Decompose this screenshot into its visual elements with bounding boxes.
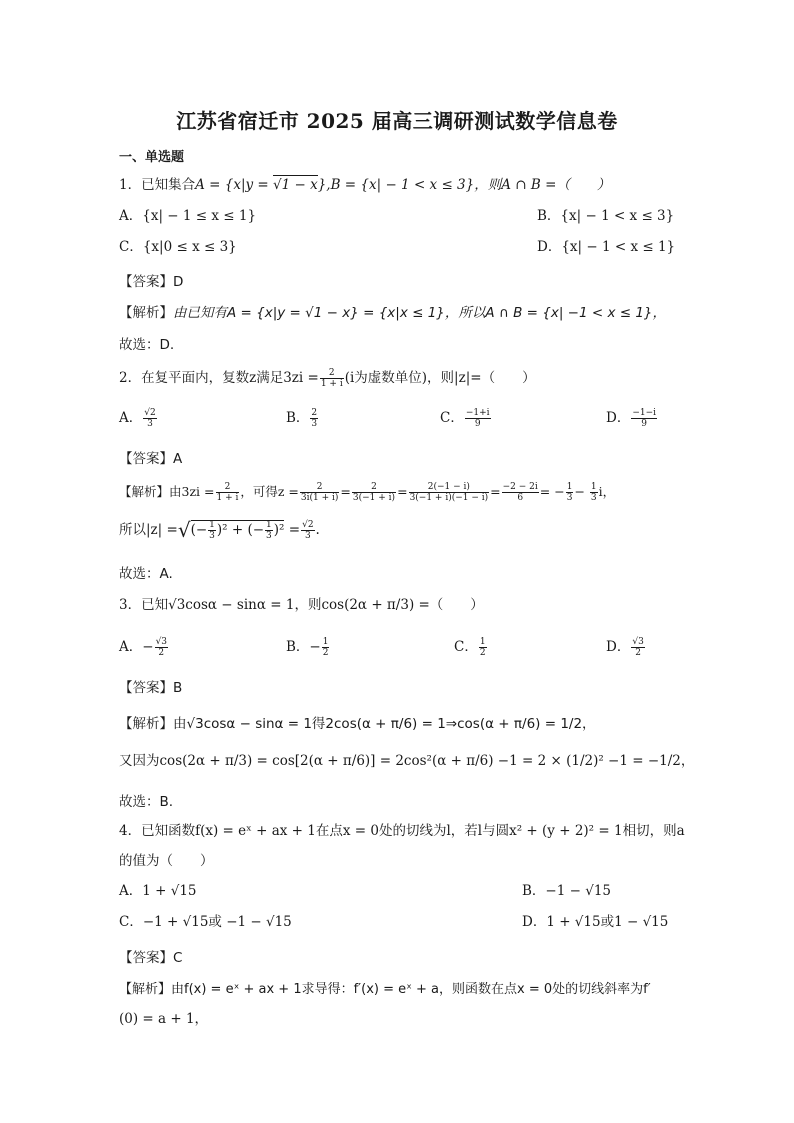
q1-answer-value: D — [173, 274, 184, 290]
q2-line2-c: )² + (− — [216, 522, 265, 538]
q3-answer — [119, 676, 182, 696]
q4-answer — [119, 946, 182, 966]
analysis-tag: 【解析】 — [119, 484, 170, 499]
section-heading: 一、单选题 — [119, 150, 185, 165]
analysis-tag: 【解析】 — [119, 305, 173, 321]
answer-tag: 【答案】 — [119, 274, 173, 290]
q2-optD-num: −1−i — [632, 408, 657, 418]
q3-option-d — [606, 637, 646, 658]
q1-option-b: B．{x| − 1 < x ≤ 3} — [537, 208, 675, 224]
q3-analysis-text: 由√3cosα − sinα = 1得2cos(α + π/6) = 1⇒cos(α + π/6) = 1/2， — [173, 716, 596, 732]
q3-analysis-line2: 又因为cos(2α + π/3) = cos[2(α + π/6)] = 2cos²(α + π/6) −1 = 2 × (1/2)² −1 = −1/2， — [119, 753, 695, 769]
q3-optC-label: C． — [454, 639, 478, 655]
q2-analysis-line2: 所以|z| =√(− $\frac{1}{3}$ )² + (− $\frac{1}{3}$ )² = $\frac{√2}{3}$ . — [119, 518, 320, 542]
q3-optD-num: √3 — [632, 637, 644, 647]
answer-tag: 【答案】 — [119, 950, 173, 966]
q4-option-a: A．1 + √15 — [119, 883, 197, 899]
q3-optB-label: B．− — [286, 639, 321, 655]
q2-option-d — [606, 408, 658, 429]
q4-analysis — [119, 978, 651, 997]
q4-analysis-line1: 由f(x) = eˣ + ax + 1求导得：f′(x) = eˣ + a，则函数在点x = 0处的切线斜率为f′ — [171, 982, 651, 997]
q1-option-d: D．{x| − 1 < x ≤ 1} — [537, 239, 676, 255]
answer-tag: 【答案】 — [119, 451, 173, 467]
q2-answer — [119, 447, 182, 467]
q2-analysis-eq: = − — [539, 484, 565, 499]
q2-conclusion: 故选：A. — [119, 566, 173, 582]
q2-frac-num: 2 — [320, 368, 344, 379]
page-title: 江苏省宿迁市 2025 届高三调研测试数学信息卷 — [176, 109, 618, 133]
q2-line2-d: )² — [273, 522, 285, 538]
q3-optD-label: D． — [606, 639, 631, 655]
q4-option-b: B．−1 − √15 — [522, 883, 611, 899]
analysis-tag: 【解析】 — [119, 982, 172, 997]
q3-optA-label: A．− — [119, 639, 154, 655]
q2-optB-num: 2 — [311, 408, 318, 418]
q2-option-b — [286, 408, 319, 429]
q1-conclusion: 故选：D. — [119, 337, 175, 353]
q4-stem-line2: 的值为（ ） — [119, 853, 214, 869]
q3-option-b — [286, 637, 330, 658]
q2-optB-label: B． — [286, 410, 310, 426]
q2-optC-den: 9 — [474, 419, 481, 429]
q2-stem-b: (i为虚数单位)，则|z|=（ ） — [344, 370, 536, 386]
q2-optC-label: C． — [440, 410, 464, 426]
q2-option-a — [119, 408, 158, 429]
q1-stem-a: 1．已知集合 — [119, 177, 196, 193]
q3-optB-num: 1 — [322, 637, 329, 647]
q3-answer-value: B — [173, 680, 183, 696]
q3-analysis — [119, 712, 596, 732]
q2-option-c — [440, 408, 492, 429]
q1-stem-d: },B = {x| − 1 < x ≤ 3}，则A ∩ B =（ ） — [317, 177, 611, 193]
q2-optA-label: A． — [119, 410, 143, 426]
q1-stem-c: √1 − x — [273, 177, 318, 193]
q2-optA-num: √2 — [144, 408, 156, 418]
q2-frac-den: 1 + i — [320, 379, 343, 389]
q2-analysis-c: − — [574, 484, 589, 499]
q4-option-d: D．1 + √15或1 − √15 — [522, 914, 669, 930]
q4-stem-line1: 4．已知函数f(x) = eˣ + ax + 1在点x = 0处的切线为l，若l与圆x² + (y + 2)² = 1相切，则a — [119, 823, 685, 839]
q3-optC-num: 1 — [479, 637, 486, 647]
q2-optD-label: D． — [606, 410, 631, 426]
q1-answer — [119, 270, 183, 290]
q1-analysis — [119, 301, 666, 321]
q1-stem — [119, 176, 610, 194]
q1-option-c: C．{x|0 ≤ x ≤ 3} — [119, 239, 237, 255]
q3-stem: 3．已知√3cosα − sinα = 1，则cos(2α + π/3) =（ ） — [119, 597, 484, 613]
q3-optC-den: 2 — [479, 648, 486, 658]
q2-analysis-b: ，可得z = — [240, 484, 299, 499]
q1-stem-b: A = {x|y = — [195, 177, 274, 193]
q2-stem — [119, 368, 536, 389]
q2-analysis-a: 由3zi = — [169, 484, 215, 499]
answer-tag: 【答案】 — [119, 680, 173, 696]
q3-optA-num: √3 — [155, 637, 168, 647]
q4-analysis-line2: (0) = a + 1， — [119, 1011, 209, 1027]
q2-stem-frac — [320, 368, 344, 389]
q2-line2-b: (− — [190, 522, 208, 538]
q4-option-c: C．−1 + √15或 −1 − √15 — [119, 914, 292, 930]
q2-analysis-d: i， — [598, 484, 616, 499]
q2-optB-den: 3 — [311, 419, 318, 429]
q3-optD-den: 2 — [635, 648, 641, 658]
q4-answer-value: C — [173, 950, 183, 966]
q2-optD-den: 9 — [641, 419, 648, 429]
q2-answer-value: A — [173, 451, 183, 467]
q2-optA-den: 3 — [147, 419, 153, 429]
q2-optC-num: −1+i — [465, 408, 490, 418]
q3-option-c — [454, 637, 488, 658]
q2-line2-e: = — [288, 522, 301, 538]
q3-conclusion: 故选：B. — [119, 794, 174, 810]
q1-option-a: A．{x| − 1 ≤ x ≤ 1} — [119, 208, 257, 224]
q3-optB-den: 2 — [322, 648, 329, 658]
q1-analysis-text: 由已知有A = {x|y = √1 − x} = {x|x ≤ 1}，所以A ∩ B = {x| −1 < x ≤ 1}， — [173, 305, 667, 321]
q3-option-a — [119, 637, 169, 658]
q2-stem-a: 2．在复平面内，复数z满足3zi = — [119, 370, 319, 386]
q2-analysis: 【解析】由3zi = $\frac{2}{1 + i}$ ，可得z = $\frac{2}{3i(1 + i)}$ = $\frac{2}{3(-1 + i)}$ = $\frac{2(-1 - i)}{3(-1 + i)(-1 - i)}$ = $\frac{-2 - 2i}{6}$ = − $\frac{1}{3}$ − $\frac{1}{3}$ i， — [119, 482, 616, 503]
q2-line2-a: 所以|z| = — [119, 522, 178, 538]
analysis-tag: 【解析】 — [119, 716, 173, 732]
q3-optA-den: 2 — [158, 648, 165, 658]
